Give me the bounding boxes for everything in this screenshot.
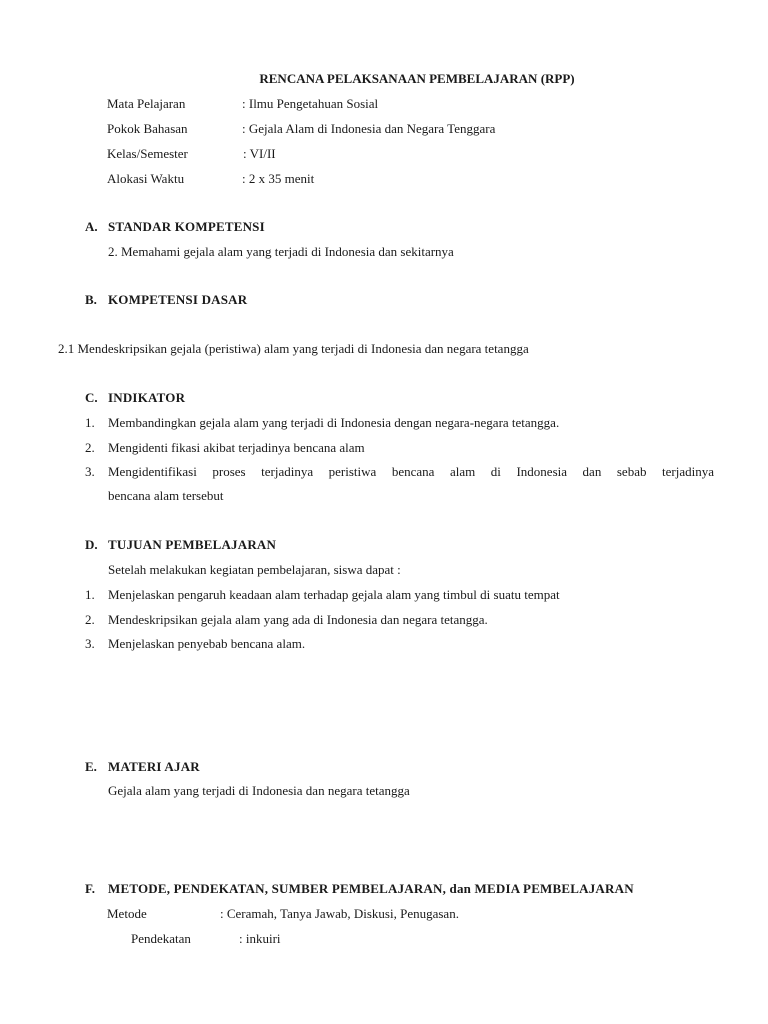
section-a-text: 2. Memahami gejala alam yang terjadi di Indonesia dan sekitarnya [108, 244, 454, 259]
section-d-title: TUJUAN PEMBELAJARAN [108, 537, 277, 552]
indicator-number: 1. [85, 415, 95, 430]
section-b-letter: B. [85, 292, 97, 307]
meta-value-subject: : Ilmu Pengetahuan Sosial [242, 96, 379, 111]
meta-label-class: Kelas/Semester [107, 146, 188, 161]
meta-label-time: Alokasi Waktu [107, 171, 185, 186]
section-e-text: Gejala alam yang terjadi di Indonesia dan negara tetangga [108, 783, 410, 798]
section-a-letter: A. [85, 219, 98, 234]
meta-value-class: : VI/II [243, 146, 276, 161]
section-c-title: INDIKATOR [108, 390, 186, 405]
approach-label: Pendekatan [131, 931, 191, 946]
method-label: Metode [107, 906, 147, 921]
objective-item: Mendeskripsikan gejala alam yang ada di Indonesia dan negara tetangga. [108, 612, 488, 627]
document-title: RENCANA PELAKSANAAN PEMBELAJARAN (RPP) [259, 71, 575, 86]
section-e-title: MATERI AJAR [108, 759, 200, 774]
section-b-text: 2.1 Mendeskripsikan gejala (peristiwa) alam yang terjadi di Indonesia dan negara tetangga [58, 341, 529, 356]
indicator-number: 2. [85, 440, 95, 455]
section-f-title: METODE, PENDEKATAN, SUMBER PEMBELAJARAN, dan MEDIA PEMBELAJARAN [108, 881, 634, 896]
indicator-number: 3. [85, 464, 95, 479]
section-e-letter: E. [85, 759, 97, 774]
objective-item: Menjelaskan pengaruh keadaan alam terhadap gejala alam yang timbul di suatu tempat [108, 587, 560, 602]
section-a-title: STANDAR KOMPETENSI [108, 219, 265, 234]
indicator-item: Membandingkan gejala alam yang terjadi di Indonesia dengan negara-negara tetangga. [108, 415, 560, 430]
section-d-intro: Setelah melakukan kegiatan pembelajaran, siswa dapat : [108, 562, 401, 577]
meta-value-time: : 2 x 35 menit [242, 171, 315, 186]
indicator-item-continuation: bencana alam tersebut [108, 488, 224, 503]
method-value: : Ceramah, Tanya Jawab, Diskusi, Penugasan. [220, 906, 459, 921]
objective-number: 3. [85, 636, 95, 651]
meta-value-topic: : Gejala Alam di Indonesia dan Negara Tenggara [242, 121, 496, 136]
section-f-letter: F. [85, 881, 95, 896]
objective-item: Menjelaskan penyebab bencana alam. [108, 636, 306, 651]
indicator-item: Mengidentifikasi proses terjadinya peristiwa bencana alam di Indonesia dan sebab terjadinya [108, 464, 714, 479]
meta-label-topic: Pokok Bahasan [107, 121, 188, 136]
section-b-title: KOMPETENSI DASAR [108, 292, 248, 307]
approach-value: : inkuiri [239, 931, 281, 946]
objective-number: 1. [85, 587, 95, 602]
section-c-letter: C. [85, 390, 98, 405]
section-d-letter: D. [85, 537, 98, 552]
indicator-item: Mengidenti fikasi akibat terjadinya bencana alam [108, 440, 365, 455]
objective-number: 2. [85, 612, 95, 627]
meta-label-subject: Mata Pelajaran [107, 96, 186, 111]
